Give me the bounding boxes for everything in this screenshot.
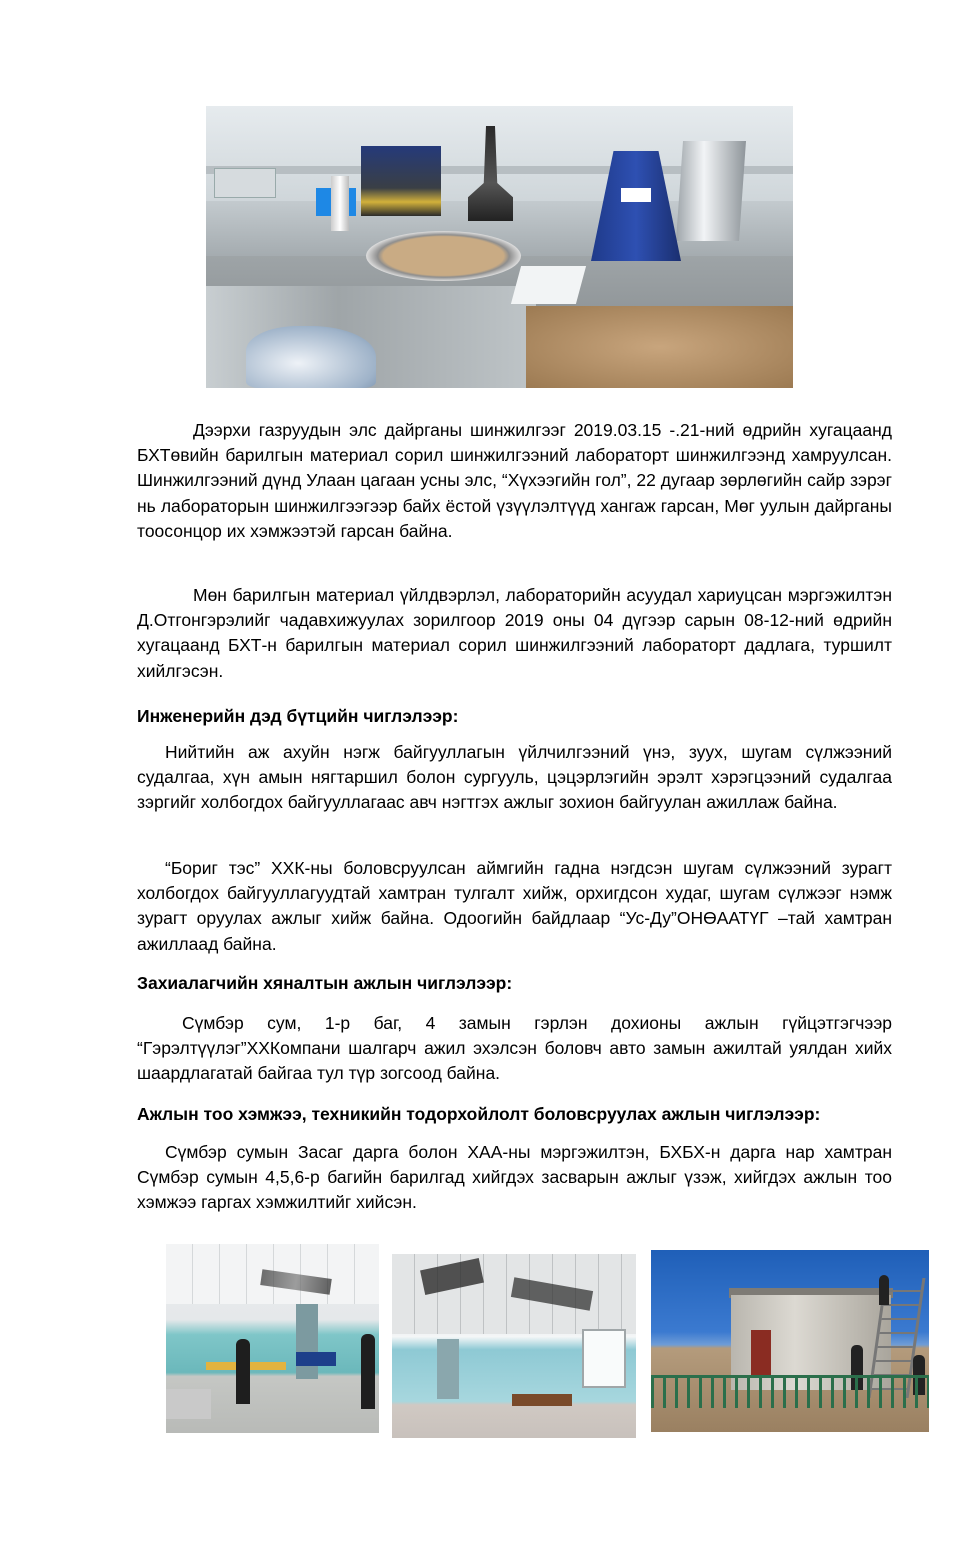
heading-client-supervision: Захиалагчийн хяналтын ажлын чиглэлээр: — [137, 973, 513, 993]
laboratory-photo — [206, 106, 793, 388]
paragraph-network-map: “Бориг тэс” ХХК-ны боловсруулсан аймгийн гадна нэгдсэн шугам сүлжээний зурагт холбогдох байгууллагуудтай хамтран тулгалт хийж, орхигдсон худаг, шугам сүлжээг нэмж зурагт оруулах ажлыг хийж байна. Одоогийн байдлаар “Ус-Ду”ОНӨААТҮГ –тай хамтран ажиллаад байна. — [137, 858, 892, 954]
heading-engineering-infrastructure: Инженерийн дэд бүтцийн чиглэлээр: — [137, 706, 459, 726]
paragraph-repair-measurement: Сүмбэр сумын Засаг дарга болон ХАА-ны мэргэжилтэн, БХБХ-н дарга нар хамтран Сүмбэр сумын 4,5,6-р багийн барилгад хийгдэх засварын ажлыг үзэж, хийгдэх ажлын тоо хэмжээ гаргах хэмжилтийг хийсэн. — [137, 1142, 892, 1213]
paragraph-lab-training: Мөн барилгын материал үйлдвэрлэл, лабораторийн асуудал хариуцсан мэргэжилтэн Д.Отгонгэрэлийг чадавхижуулах зорилгоор 2019 оны 04 дүгээр сарын 08-12-ний өдрийн хугацаанд БХТ-н барилгын материал сорил шинжилгээний лабораторт дадлага, туршилт хийлгэсэн. — [137, 585, 892, 681]
paragraph-sand-testing: Дээрхи газруудын элс дайрганы шинжилгээг 2019.03.15 -.21-ний өдрийн хугацаанд БХТөвийн барилгын материал сорил шинжилгээний лабораторт шинжилгээнд хамруулсан. Шинжилгээний дүнд Улаан цагаан усны элс, “Хүхээгийн гол”, 22 дугаар зөрлөгийн сайр зэрэг нь лабораторын шинжилгээгээр байх ёстой үзүүлэлтүүд хангаж гарсан, Мөг уулын дайрганы тоосонцор их хэмжээтэй гарсан байна. — [137, 420, 892, 541]
building-exterior-photo — [651, 1250, 929, 1432]
heading-technical-specification: Ажлын тоо хэмжээ, техникийн тодорхойлолт боловсруулах ажлын чиглэлээр: — [137, 1104, 821, 1124]
paragraph-traffic-lights: Сүмбэр сум, 1-р баг, 4 замын гэрлэн дохионы ажлын гүйцэтгэгчээр “Гэрэлтүүлэг”ХХКомпани шалгарч ажил эхэлсэн боловч авто замын ажилтай уялдан хийх шаардлагатай байгаа тул түр зогсоод байна. — [137, 1013, 892, 1084]
paragraph-utility-survey: Нийтийн аж ахуйн нэгж байгууллагын үйлчилгээний үнэ, зуух, шугам сүлжээний судалгаа, хүн амын нягтаршил болон сургууль, цэцэрлэгийн эрэлт хэрэгцээний судалгаа зэргийг холбогдох байгууллагаас авч нэгтгэх ажлыг зохион байгуулан ажиллаж байна. — [137, 742, 892, 813]
classroom-photo — [166, 1244, 379, 1433]
damaged-ceiling-photo — [392, 1254, 636, 1438]
